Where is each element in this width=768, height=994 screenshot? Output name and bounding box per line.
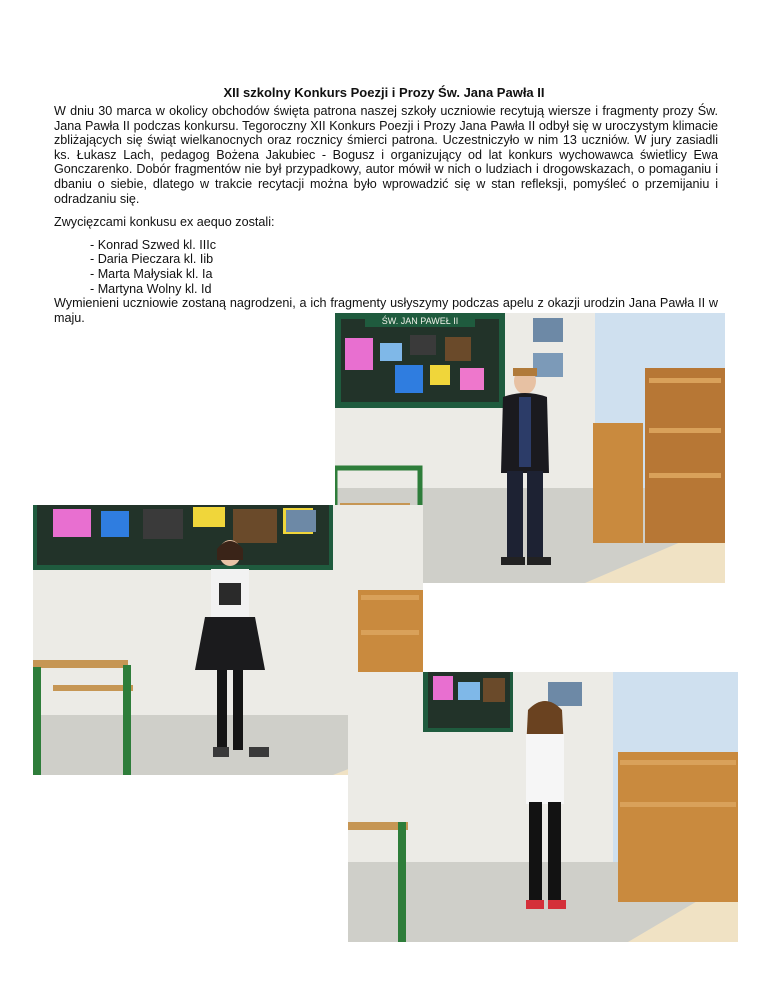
winners-heading: Zwycięzcami konkusu ex aequo zostali: <box>54 215 275 230</box>
winner-item: - Martyna Wolny kl. Id <box>90 281 212 296</box>
winners-list <box>54 238 718 296</box>
winner-item: - Konrad Szwed kl. IIIc <box>90 237 216 252</box>
document-title: XII szkolny Konkurs Poezji i Prozy Św. Jana Pawła II <box>223 85 545 100</box>
intro-paragraph: W dniu 30 marca w okolicy obchodów święta patrona naszej szkoły uczniowie recytują wiersze i fragmenty prozy Św. Jana Pawła II podczas konkursu. Tegoroczny XII Konkurs Poezji i Prozy Jana Pawła II odbył się w uroczystym klimacie zbliżających się świąt wielkanocnych oraz rocznicy śmierci patrona. Uczestniczyło w nim 13 uczniów. W jury zasiadli ks. Łukasz Lach, pedagog Bożena Jakubiec - Bogusz i organizujący od lat konkurs wychowawca świetlicy Ewa Gonczarenko. Dobór fragmentów nie był przypadkowy, autor mówił w nich o ludziach i drogowskazach, o pomaganiu i dbaniu o siebie, dlatego w trakcie recytacji można było wprowadzić się w stan refleksji, pomyśleć o przemijaniu i odradzaniu się. <box>54 104 718 206</box>
winner-item: - Daria Pieczara kl. Iib <box>90 252 214 267</box>
article-body <box>54 104 718 325</box>
winner-item: - Marta Małysiak kl. Ia <box>90 266 213 281</box>
closing-paragraph: Wymienieni uczniowie zostaną nagrodzeni, a ich fragmenty usłyszymy podczas apelu z okazji urodzin Jana Pawła II w maju. <box>54 296 718 325</box>
board-banner: ŚW. JAN PAWEŁ II <box>381 316 459 326</box>
photo-girl-in-white-shirt <box>348 672 738 942</box>
